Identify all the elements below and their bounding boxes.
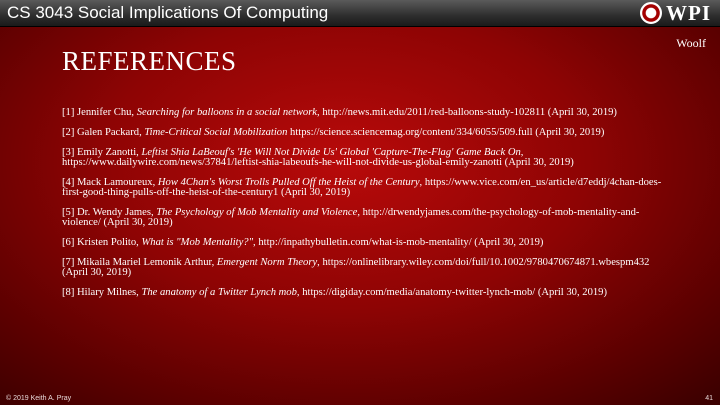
reference-item: [1] Jennifer Chu, Searching for balloons in a social network, http://news.mit.edu/2011/red-balloons-study-102811 (April 30, 2019) xyxy=(62,107,617,118)
reference-item: [8] Hilary Milnes, The anatomy of a Twitter Lynch mob, https://digiday.com/media/anatomy-twitter-lynch-mob/ (April 30, 2019) xyxy=(62,287,607,298)
reference-item: [6] Kristen Polito, What is "Mob Mentality?", http://inpathybulletin.com/what-is-mob-mentality/ (April 30, 2019) xyxy=(62,237,544,248)
author-label: Woolf xyxy=(676,36,706,50)
reference-item: [7] Mikaila Mariel Lemonik Arthur, Emergent Norm Theory, https://onlinelibrary.wiley.com/doi/full/10.1002/9780470674871.wbespm432 (April 30, 2019) xyxy=(62,257,650,278)
reference-item: [2] Galen Packard, Time-Critical Social Mobilization https://science.sciencemag.org/content/334/6055/509.full (April 30, 2019) xyxy=(62,127,605,138)
wpi-logo-text: WPI xyxy=(666,1,711,25)
reference-item: [3] Emily Zanotti, Leftist Shia LaBeouf's 'He Will Not Divide Us' Global 'Capture-The-Flag' Game Back On, https://www.dailywire.com/news/37841/leftist-shia-labeoufs-he-will-not-divide-us-global-emily-zanotti (April 30, 2019) xyxy=(62,147,574,168)
wpi-seal-icon xyxy=(640,2,662,24)
page-number: 41 xyxy=(705,395,713,402)
reference-item: [5] Dr. Wendy James, The Psychology of Mob Mentality and Violence, http://drwendyjames.com/the-psychology-of-mob-mentality-and-violence/ (April 30, 2019) xyxy=(62,207,640,228)
slide-title: REFERENCES xyxy=(62,46,237,76)
header-bar xyxy=(0,0,720,27)
wpi-logo xyxy=(640,2,711,24)
reference-item: [4] Mack Lamoureux, How 4Chan's Worst Trolls Pulled Off the Heist of the Century, https://www.vice.com/en_us/article/d7eddj/4chan-does-first-good-thing-pulls-off-the-heist-of-the-century1 (April 30, 2019) xyxy=(62,177,662,198)
course-title: CS 3043 Social Implications Of Computing xyxy=(7,3,329,22)
reference-list xyxy=(62,108,662,308)
copyright-notice: © 2019 Keith A. Pray xyxy=(6,395,72,402)
